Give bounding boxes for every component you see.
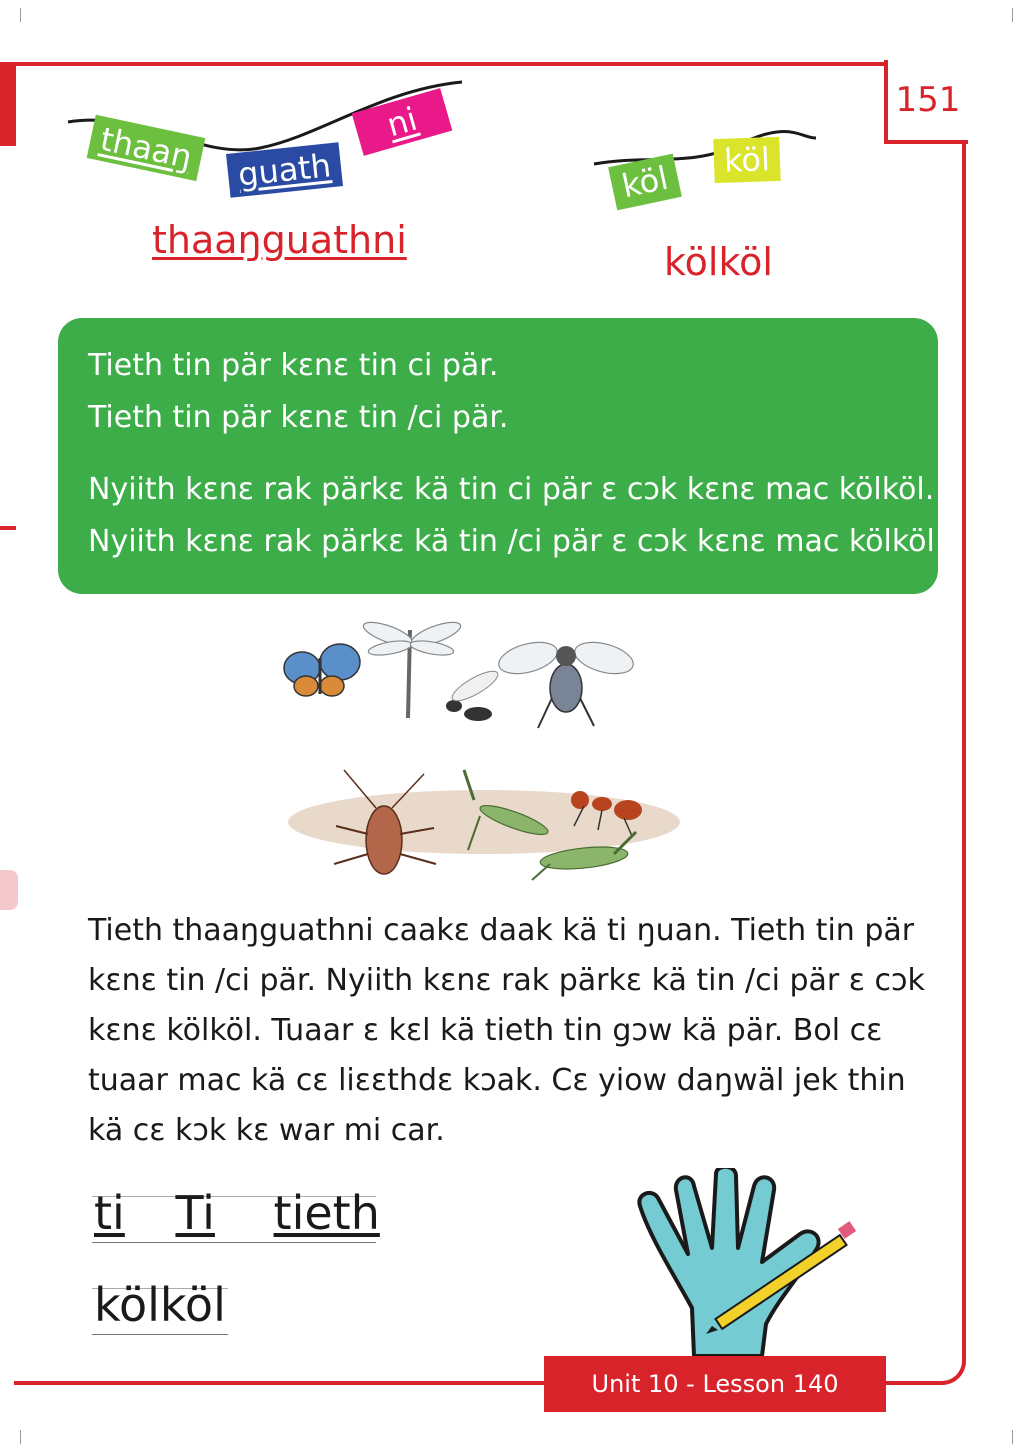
paragraph-line: Tieth thaaŋguathni caakɛ daak kä ti ŋuan. Tieth tin pär (88, 913, 915, 948)
bunting-flag: köl (713, 137, 780, 183)
crop-mark (20, 8, 21, 22)
frame-left-tick (0, 526, 16, 530)
paragraph-line: tuaar mac kä cɛ liɛɛthdɛ kɔak. Cɛ yiow daŋwäl jek thin (88, 1063, 906, 1098)
sentence-box (58, 318, 945, 594)
fly-icon (495, 637, 636, 728)
bunting-flag: ni (352, 88, 453, 156)
reading-paragraph (88, 906, 938, 1156)
insects-illustration-ground (284, 760, 684, 890)
frame-left-bar (0, 62, 16, 146)
bunting-flag: köl (608, 154, 682, 211)
crop-mark (20, 1430, 21, 1444)
bunting-flag: thaaŋ (87, 115, 206, 181)
butterfly-icon (284, 644, 360, 696)
writing-practice-1: ti Ti tieth (94, 1186, 380, 1240)
sentence-line: Tieth tin pär kɛnɛ tin ci pär. (88, 348, 499, 383)
insects-illustration-flying (270, 608, 660, 738)
hand-pencil-icon (636, 1168, 866, 1358)
bunting-flag: guath (226, 142, 343, 198)
frame-left-tab (0, 870, 18, 910)
paragraph-line: kɛnɛ tin /ci pär. Nyiith kɛnɛ rak pärkɛ kä tin /ci pär ɛ cɔk (88, 963, 925, 998)
sentence-line: Nyiith kɛnɛ rak pärkɛ kä tin /ci pär ɛ cɔk kɛnɛ mac kölköl. (88, 524, 945, 559)
writing-guide-line (92, 1242, 376, 1243)
sentence-line: Nyiith kɛnɛ rak pärkɛ kä tin ci pär ɛ cɔk kɛnɛ mac kölköl. (88, 472, 935, 507)
crop-mark (1012, 8, 1013, 22)
writing-guide-line (92, 1334, 228, 1335)
crop-mark (1012, 1430, 1013, 1444)
page-number: 151 (884, 60, 968, 144)
sentence-line: Tieth tin pär kɛnɛ tin /ci pär. (88, 400, 509, 435)
word-heading-right: kölköl (664, 240, 773, 284)
paragraph-line: kɛnɛ kölköl. Tuaar ɛ kɛl kä tieth tin gɔw kä pär. Bol cɛ (88, 1013, 883, 1048)
wasp-icon (446, 666, 502, 721)
paragraph-line: kä cɛ kɔk kɛ war mi car. (88, 1113, 445, 1148)
word-heading-left: thaaŋguathni (152, 218, 407, 262)
writing-practice-2: kölköl (94, 1278, 226, 1332)
lesson-footer: Unit 10 - Lesson 140 (544, 1356, 886, 1412)
